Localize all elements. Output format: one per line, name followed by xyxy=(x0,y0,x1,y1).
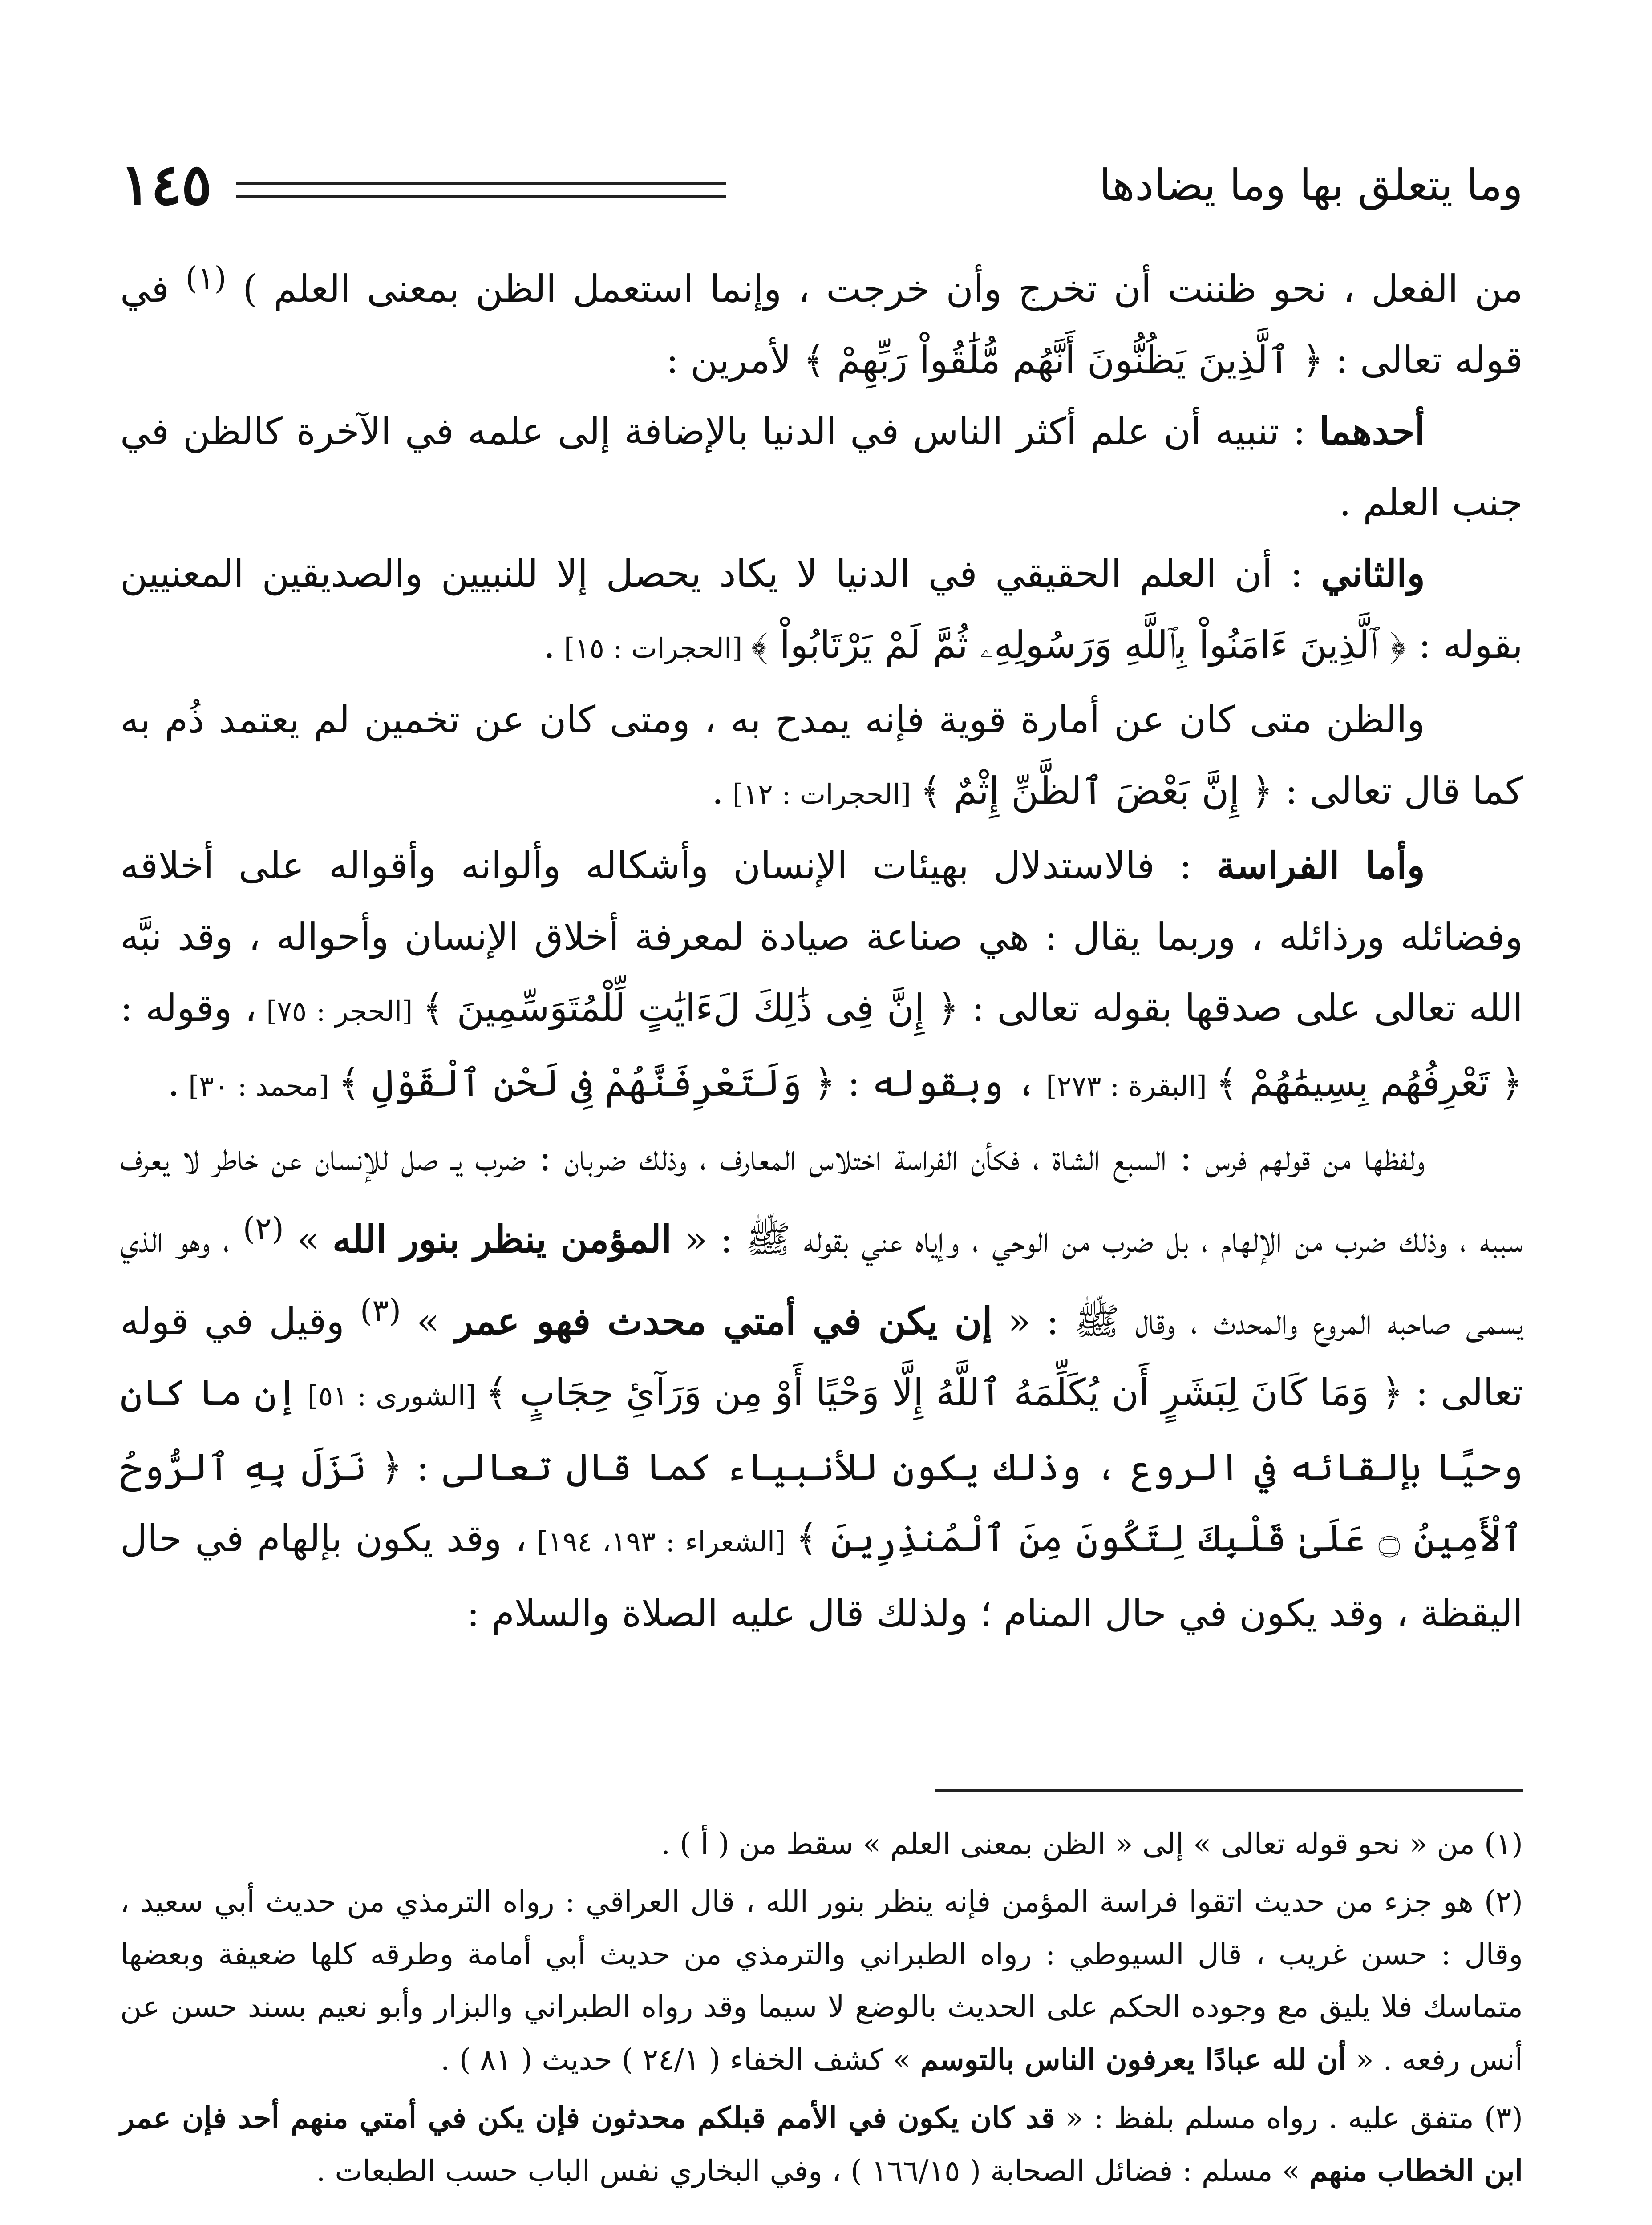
hadith-quote: قد كان يكون في الأمم قبلكم محدثون فإن يكن في أمتي منهم أحد فإن عمر ابن الخطاب منهم xyxy=(120,2100,1523,2188)
footnote-1: (١) من « نحو قوله تعالى » إلى « الظن بمعنى العلم » سقط من ( أ ) . xyxy=(661,1827,1523,1861)
footnote-separator xyxy=(935,1789,1523,1792)
quran-verse: ﴿ وَمَا كَانَ لِبَشَرٍ أَن يُكَلِّمَهُ ٱللَّهُ إِلَّا وَحْيًا أَوْ مِن وَرَآئِ حِجَابٍ ﴾ xyxy=(485,1371,1404,1414)
paragraph-6: ولفظها من قولهم فرس : السبع الشاة ، فكأن الفراسة اختلاس المعارف ، وذلك ضربان : ضرب يـ صل للإنسان عن خاطر لا يعرف سببه ، وذلك ضرب من الإلهام ، بل ضرب من الوحي ، وإياه عني بقوله ﷺ : « المؤمن ينظر بنور الله » $^{(٢)}$ ، وهو الذي يسمى صاحبه المروع والمحدث ، وقال ﷺ : « إن يكن في أمتي محدث فهو عمر » $^{(٣)}$ وقيل في قوله تعالى : ﴿ وَمَا كَانَ لِبَشَرٍ أَن يُكَلِّمَهُ ٱللَّهُ إِلَّا وَحْيًا أَوْ مِن وَرَآئِ حِجَابٍ ﴾ [الشورى : ٥١] إن ما كان وحيًا بإلقائه في الروع ، وذلك يكون للأنبياء كما قال تعالى : ﴿ نَزَلَ بِهِ ٱلرُّوحُ ٱلْأَمِينُ ۝ عَلَىٰ قَلْبِكَ لِتَكُونَ مِنَ ٱلْمُنذِرِينَ ﴾ [الشعراء : ١٩٣، ١٩٤] ، وقد يكون بإلهام في حال اليقظة ، وقد يكون في حال المنام ؛ ولذلك قال عليه الصلاة والسلام : xyxy=(120,1136,1523,1635)
page-number: ١٤٥ xyxy=(120,151,212,218)
paragraph-1: من الفعل ، نحو ظننت أن تخرج وأن خرجت ، وإنما استعمل الظن بمعنى العلم ) $^{(١)}$ في قوله تعالى : ﴿ ٱلَّذِينَ يَظُنُّونَ أَنَّهُم مُّلَٰقُواْ رَبِّهِمْ ﴾ لأمرين : xyxy=(120,260,1523,382)
hadith-quote: أن لله عبادًا يعرفون الناس بالتوسم xyxy=(920,2042,1347,2077)
verse-reference: [الحجرات : ١٢] xyxy=(724,778,920,810)
footnote-ref-2: (٢) xyxy=(243,1210,284,1247)
footnote-ref-1: (١) xyxy=(185,260,227,296)
paragraph-lead: أحدهما xyxy=(1319,409,1425,453)
paragraph-4: والظن متى كان عن أمارة قوية فإنه يمدح به ، ومتى كان عن تخمين لم يعتمد ذُم به كما قال تعالى : ﴿ إِنَّ بَعْضَ ٱلظَّنِّ إِثْمٌ ﴾ [الحجرات : ١٢] . xyxy=(120,698,1523,813)
quran-verse: ﴿ وَلَتَعْرِفَنَّهُمْ فِى لَحْنِ ٱلْقَوْلِ ﴾ xyxy=(338,1061,836,1104)
verse-reference: [الشعراء : ١٩٣، ١٩٤] xyxy=(527,1525,796,1558)
hadith-quote: إن يكن في أمتي محدث فهو عمر xyxy=(455,1299,992,1343)
quran-verse: ﴿ ٱلَّذِينَ ءَامَنُواْ بِٱللَّهِ وَرَسُولِهِۦ ثُمَّ لَمْ يَرْتَابُواْ ﴾ xyxy=(751,623,1407,667)
paragraph-lead: والثاني xyxy=(1321,551,1425,595)
paragraph-2: أحدهما : تنبيه أن علم أكثر الناس في الدنيا بالإضافة إلى علمه في الآخرة كالظن في جنب العلم . xyxy=(120,409,1523,524)
verse-reference: [محمد : ٣٠] xyxy=(179,1070,338,1102)
footnotes xyxy=(120,1818,1523,2203)
paragraph-lead: وأما الفراسة xyxy=(1216,843,1425,887)
running-title: وما يتعلق بها وما يضادها xyxy=(1099,160,1523,210)
quran-verse: ﴿ إِنَّ بَعْضَ ٱلظَّنِّ إِثْمٌ ﴾ xyxy=(919,769,1273,813)
paragraph-3: والثاني : أن العلم الحقيقي في الدنيا لا يكاد يحصل إلا للنبيين والصديقين المعنيين بقوله : ﴿ ٱلَّذِينَ ءَامَنُواْ بِٱللَّهِ وَرَسُولِهِۦ ثُمَّ لَمْ يَرْتَابُواْ ﴾ [الحجرات : ١٥] . xyxy=(120,551,1523,667)
quran-verse: ﴿ ٱلَّذِينَ يَظُنُّونَ أَنَّهُم مُّلَٰقُواْ رَبِّهِمْ ﴾ xyxy=(803,338,1324,382)
footnote-ref-3: (٣) xyxy=(360,1292,401,1329)
verse-reference: [البقرة : ٢٧٣] xyxy=(1037,1070,1216,1102)
quran-verse: ﴿ تَعْرِفُهُم بِسِيمَٰهُمْ ﴾ xyxy=(1215,1061,1523,1104)
quran-verse: ﴿ إِنَّ فِى ذَٰلِكَ لَءَايَٰتٍ لِّلْمُتَوَسِّمِينَ ﴾ xyxy=(422,986,960,1030)
paragraph-5: وأما الفراسة : فالاستدلال بهيئات الإنسان وأشكاله وألوانه وأقواله على أخلاقه وفضائله ورذائله ، وربما يقال : هي صناعة صيادة لمعرفة أخلاق الإنسان وأحواله ، وقد نبَّه الله تعالى على صدقها بقوله تعالى : ﴿ إِنَّ فِى ذَٰلِكَ لَءَايَٰتٍ لِّلْمُتَوَسِّمِينَ ﴾ [الحجر : ٧٥] ، وقوله : ﴿ تَعْرِفُهُم بِسِيمَٰهُمْ ﴾ [البقرة : ٢٧٣] ، وبقوله : ﴿ وَلَتَعْرِفَنَّهُمْ فِى لَحْنِ ٱلْقَوْلِ ﴾ [محمد : ٣٠] . xyxy=(120,843,1523,1104)
footnote-3: (٣) متفق عليه . رواه مسلم بلفظ : « قد كان يكون في الأمم قبلكم محدثون فإن يكن في أمتي منهم أحد فإن عمر ابن الخطاب منهم » مسلم : فضائل الصحابة ( ١٦٦/١٥ ) ، وفي البخاري نفس الباب حسب الطبعات . xyxy=(120,2100,1523,2188)
footnote-2: (٢) هو جزء من حديث اتقوا فراسة المؤمن فإنه ينظر بنور الله ، قال العراقي : رواه الترمذي من حديث أبي سعيد ، وقال : حسن غريب ، قال السيوطي : رواه الطبراني والترمذي من حديث أبي أمامة وطرقه كلها ضعيفة وبعضها متماسك فلا يليق مع وجوده الحكم على الحديث بالوضع لا سيما وقد رواه الطبراني والبزار وأبو نعيم بسند حسن عن أنس رفعه . « أن لله عبادًا يعرفون الناس بالتوسم » كشف الخفاء ( ٢٤/١ ) حديث ( ٨١ ) . xyxy=(120,1885,1523,2077)
verse-reference: [الحجر : ٧٥] xyxy=(256,995,422,1028)
verse-reference: [الحجرات : ١٥] xyxy=(555,632,752,664)
hadith-quote: المؤمن ينظر بنور الله xyxy=(332,1217,672,1261)
header-rule xyxy=(236,182,726,198)
quran-verse: ﴿ نَزَلَ بِهِ ٱلرُّوحُ ٱلْأَمِينُ ۝ عَلَىٰ قَلْبِكَ لِتَكُونَ مِنَ ٱلْمُنذِرِينَ ﴾ xyxy=(120,1445,1523,1560)
verse-reference: [الشورى : ٥١] xyxy=(298,1380,486,1412)
main-text xyxy=(120,243,1523,1649)
page-header xyxy=(120,151,1523,218)
